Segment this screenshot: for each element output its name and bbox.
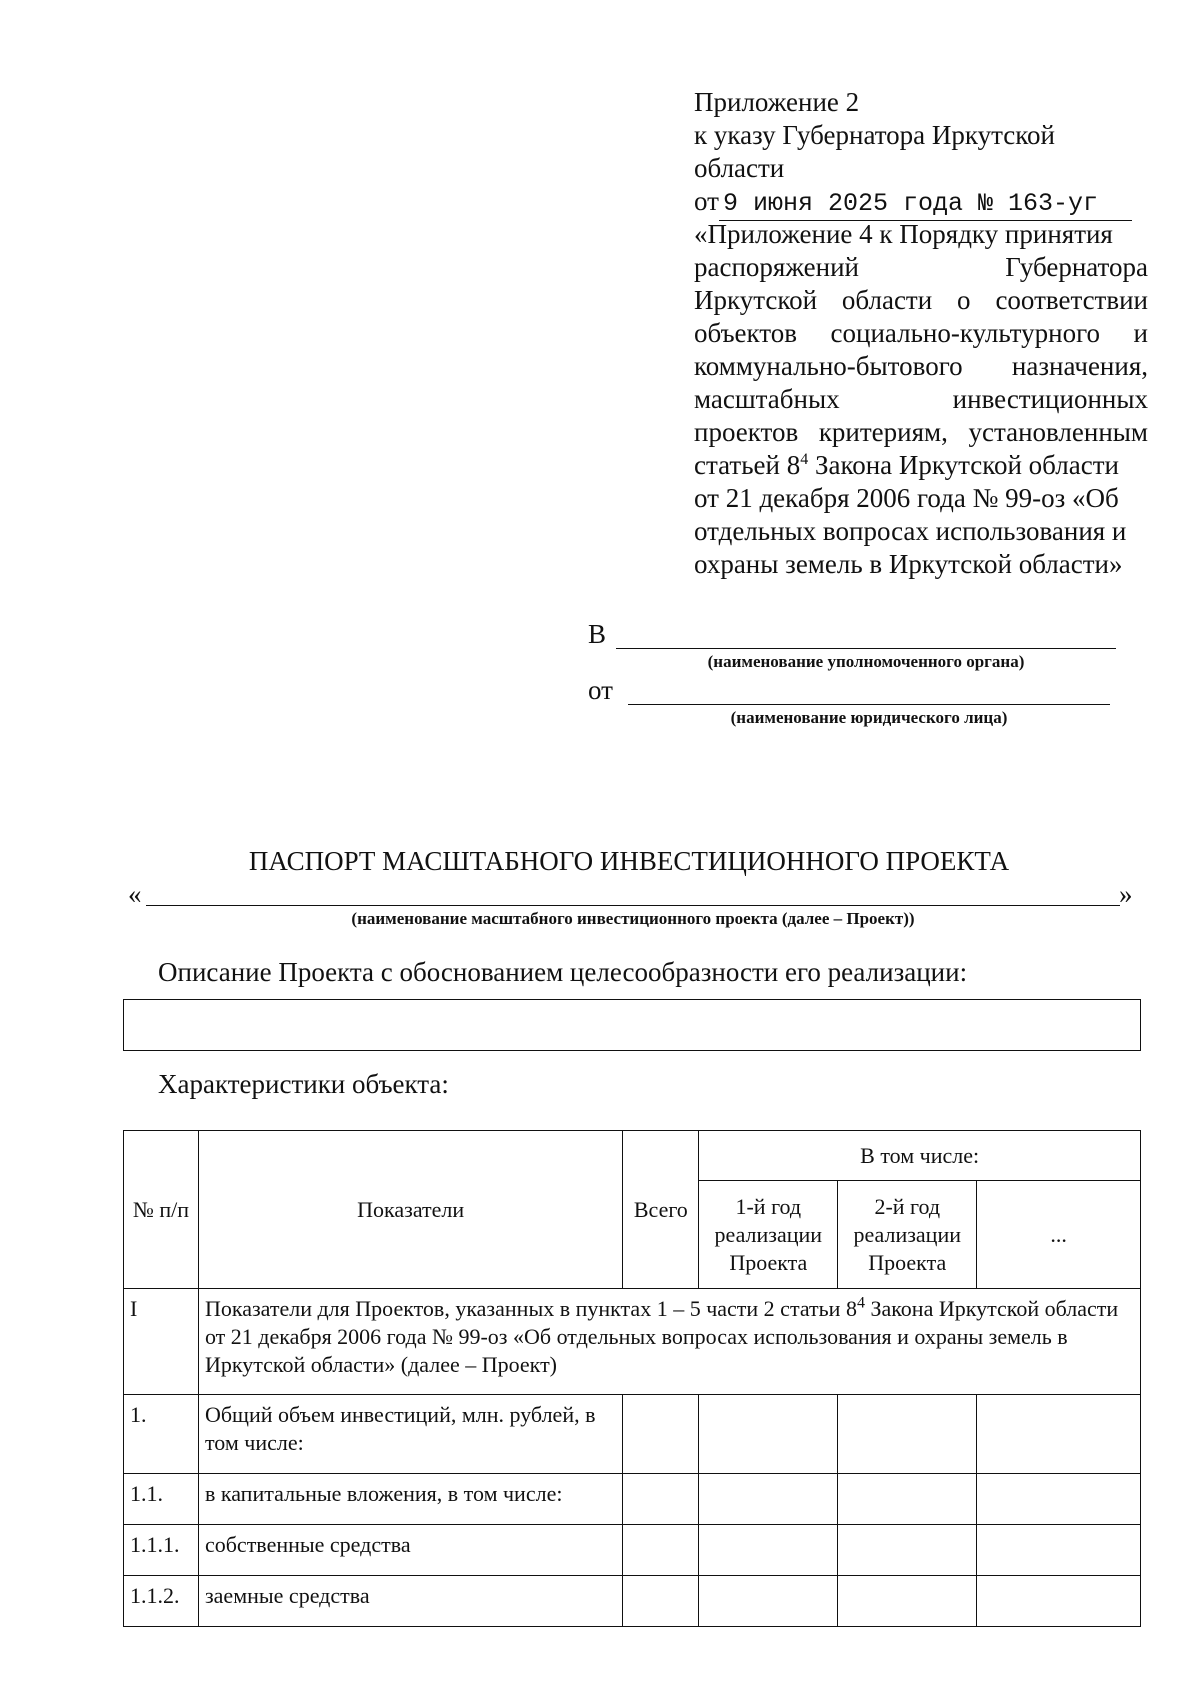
description-label: Описание Проекта с обоснованием целесообразности его реализации: bbox=[158, 957, 968, 987]
table-row bbox=[124, 1525, 1141, 1576]
table-row bbox=[124, 1474, 1141, 1525]
cell-year-2[interactable] bbox=[838, 1395, 977, 1474]
table-header-row bbox=[124, 1131, 1141, 1181]
annex-text-line: проектов критериям, установленным bbox=[694, 417, 1148, 447]
project-name-caption: (наименование масштабного инвестиционного проекта (далее – Проект)) bbox=[351, 909, 915, 928]
cell-more[interactable] bbox=[977, 1525, 1141, 1576]
table-row bbox=[124, 1395, 1141, 1474]
annex-text-line: коммунально-бытового назначения, bbox=[694, 351, 1148, 381]
close-quote: » bbox=[1119, 879, 1133, 909]
section-num: I bbox=[124, 1289, 199, 1395]
header-total: Всего bbox=[623, 1131, 699, 1289]
header-year-2: 2-й год реализации Проекта bbox=[838, 1181, 977, 1289]
appendix-number: Приложение 2 bbox=[694, 87, 860, 117]
document-title: ПАСПОРТ МАСШТАБНОГО ИНВЕСТИЦИОННОГО ПРОЕКТА bbox=[248, 846, 1010, 876]
annex-text-line: масштабных инвестиционных bbox=[694, 384, 1148, 414]
order-line bbox=[694, 185, 1132, 221]
header-including: В том числе: bbox=[699, 1131, 1141, 1181]
open-quote: « bbox=[128, 879, 142, 909]
annex-text-line: отдельных вопросах использования и bbox=[694, 516, 1127, 546]
order-prefix: от bbox=[694, 186, 719, 216]
cell-total[interactable] bbox=[623, 1474, 699, 1525]
row-num: 1.1.1. bbox=[124, 1525, 199, 1576]
characteristics-label: Характеристики объекта: bbox=[158, 1069, 449, 1099]
header-year-1: 1-й год реализации Проекта bbox=[699, 1181, 838, 1289]
cell-more[interactable] bbox=[977, 1474, 1141, 1525]
header-more: ... bbox=[977, 1181, 1141, 1289]
annex-text-line: «Приложение 4 к Порядку принятия bbox=[694, 219, 1113, 249]
description-field[interactable] bbox=[123, 999, 1141, 1051]
cell-total[interactable] bbox=[623, 1576, 699, 1627]
from-prefix: от bbox=[588, 675, 613, 705]
cell-total[interactable] bbox=[623, 1525, 699, 1576]
cell-year-2[interactable] bbox=[838, 1525, 977, 1576]
header-indicators: Показатели bbox=[198, 1131, 622, 1289]
row-num: 1.1.2. bbox=[124, 1576, 199, 1627]
to-authority-caption: (наименование уполномоченного органа) bbox=[707, 652, 1025, 671]
section-text: Показатели для Проектов, указанных в пунктах 1 – 5 части 2 статьи $8^4$ Закона Иркутской области от 21 декабря 2006 года № 99-оз «Об отдельных вопросах использования и охраны земель в Иркутской области» (далее – Проект) bbox=[198, 1289, 1140, 1395]
from-entity-caption: (наименование юридического лица) bbox=[730, 708, 1008, 727]
annex-text-line: от 21 декабря 2006 года № 99-оз «Об bbox=[694, 483, 1119, 513]
table-row bbox=[124, 1576, 1141, 1627]
appendix-ref-line: к указу Губернатора Иркутской bbox=[694, 120, 1055, 150]
annex-text-line: объектов социально-культурного и bbox=[694, 318, 1148, 348]
annex-text-line: статьей $8^4$ Закона Иркутской области bbox=[694, 450, 1119, 480]
cell-year-1[interactable] bbox=[699, 1474, 838, 1525]
row-label: Общий объем инвестиций, млн. рублей, в том числе: bbox=[198, 1395, 622, 1474]
row-label: собственные средства bbox=[198, 1525, 622, 1576]
appendix-ref-line: области bbox=[694, 153, 785, 183]
row-label: заемные средства bbox=[198, 1576, 622, 1627]
characteristics-table bbox=[123, 1130, 1141, 1627]
row-num: 1. bbox=[124, 1395, 199, 1474]
annex-text-line: Иркутской области о соответствии bbox=[694, 285, 1148, 315]
header-num: № п/п bbox=[124, 1131, 199, 1289]
cell-total[interactable] bbox=[623, 1395, 699, 1474]
cell-year-2[interactable] bbox=[838, 1474, 977, 1525]
to-prefix: В bbox=[588, 619, 607, 649]
annex-text-line: охраны земель в Иркутской области» bbox=[694, 549, 1123, 579]
cell-more[interactable] bbox=[977, 1395, 1141, 1474]
row-label: в капитальные вложения, в том числе: bbox=[198, 1474, 622, 1525]
order-date-number: 9 июня 2025 года № 163-уг bbox=[719, 187, 1132, 221]
from-entity-field[interactable] bbox=[628, 704, 1110, 705]
table-section-row bbox=[124, 1289, 1141, 1395]
row-num: 1.1. bbox=[124, 1474, 199, 1525]
to-authority-field[interactable] bbox=[616, 648, 1116, 649]
cell-year-1[interactable] bbox=[699, 1395, 838, 1474]
cell-year-1[interactable] bbox=[699, 1525, 838, 1576]
project-name-field[interactable] bbox=[146, 905, 1120, 906]
cell-more[interactable] bbox=[977, 1576, 1141, 1627]
annex-text-line: распоряжений Губернатора bbox=[694, 252, 1148, 282]
cell-year-2[interactable] bbox=[838, 1576, 977, 1627]
cell-year-1[interactable] bbox=[699, 1576, 838, 1627]
